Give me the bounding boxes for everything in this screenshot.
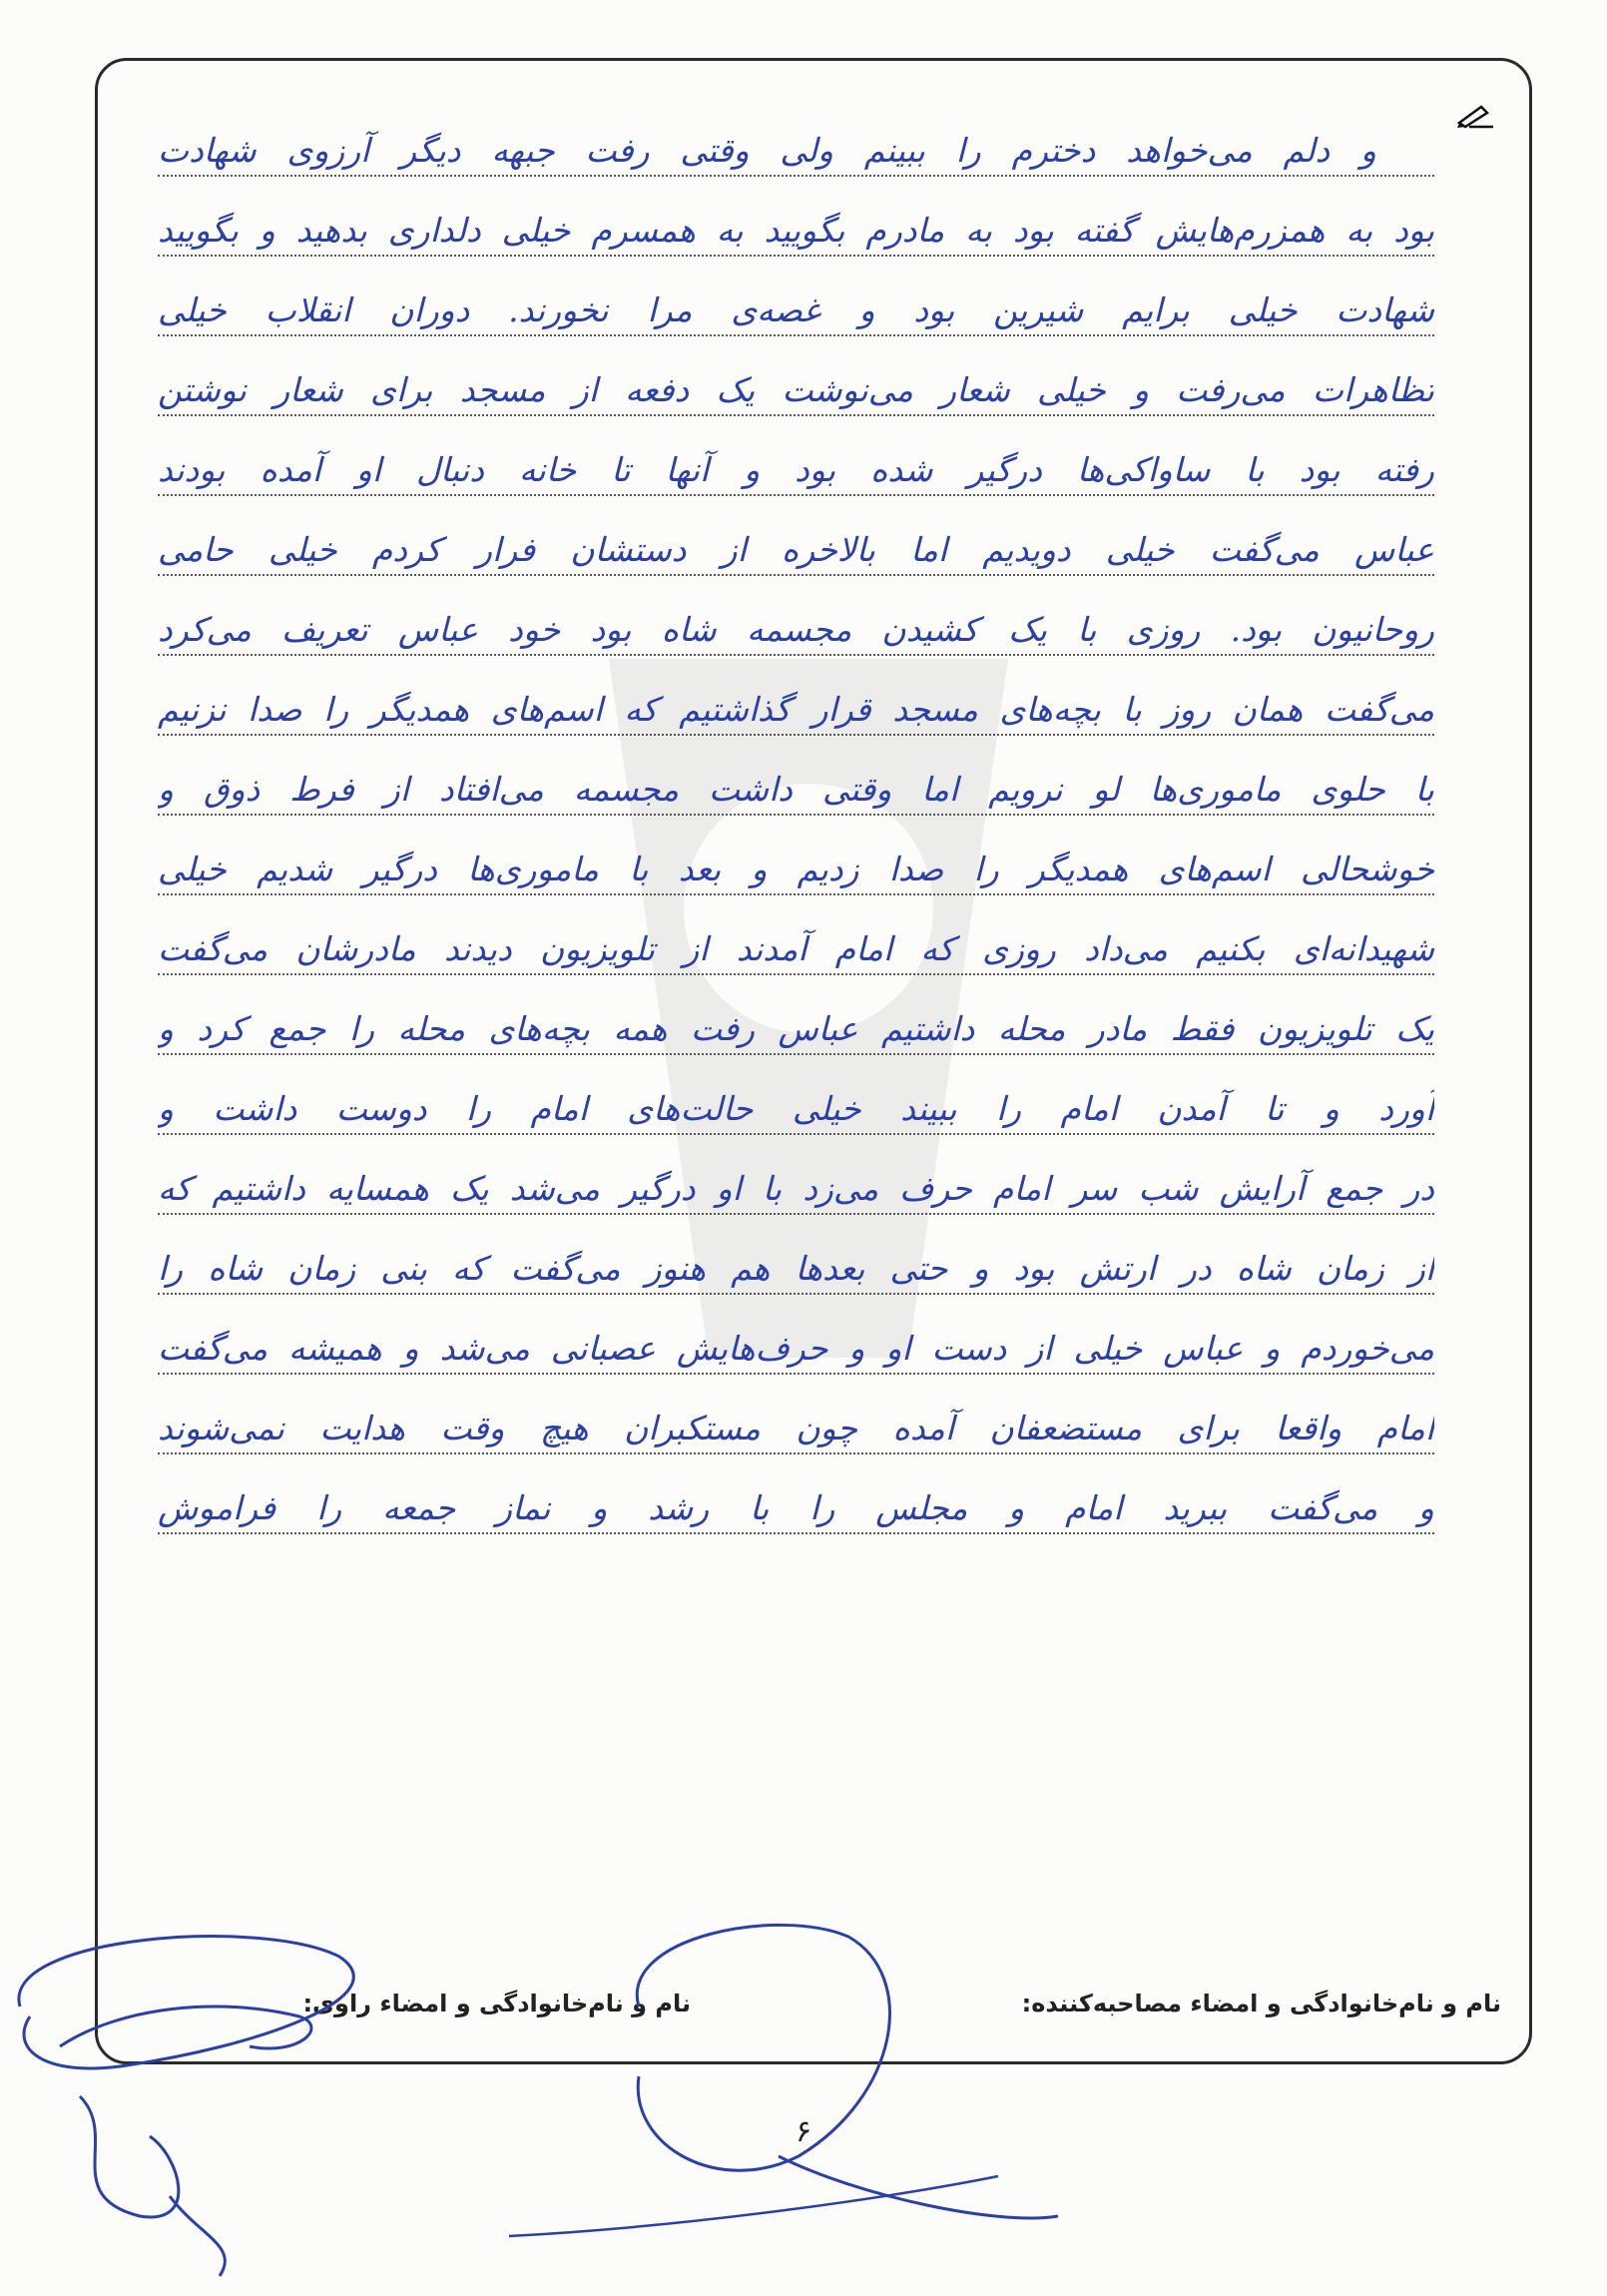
ruled-line bbox=[158, 257, 1434, 336]
handwritten-text: بود به همزرم‌هایش گفته بود به مادرم بگویید به همسرم خیلی دلداری بدهید و بگویید bbox=[158, 211, 1434, 251]
handwritten-text: از زمان شاه در ارتش بود و حتی بعدها هم هنوز می‌گفت که بنی زمان شاه را bbox=[158, 1249, 1434, 1289]
ruled-line bbox=[158, 416, 1434, 496]
pen-writing-icon bbox=[1455, 101, 1495, 129]
narrator-signature-label: نام و نام‌خانوادگی و امضاء راوی: bbox=[302, 1990, 691, 2017]
handwritten-lines bbox=[158, 97, 1434, 1534]
ruled-line bbox=[158, 1295, 1434, 1375]
page-frame bbox=[95, 58, 1532, 2064]
ruled-line bbox=[158, 1454, 1434, 1534]
handwritten-text: شهادت خیلی برایم شیرین بود و غصه‌ی مرا نخورند. دوران انقلاب خیلی bbox=[158, 290, 1434, 330]
handwritten-text: خوشحالی اسم‌های همدیگر را صدا زدیم و بعد با ماموری‌ها درگیر شدیم خیلی bbox=[158, 850, 1434, 889]
handwritten-text: عباس می‌گفت خیلی دویدیم اما بالاخره از دستشان فرار کردم خیلی حامی bbox=[158, 530, 1434, 570]
handwritten-text: رفته بود با ساواکی‌ها درگیر شده بود و آنها تا خانه دنبال او آمده بودند bbox=[158, 450, 1434, 490]
ruled-line bbox=[158, 177, 1434, 257]
handwritten-text: در جمع آرایش شب سر امام حرف می‌زد با او درگیر می‌شد یک همسایه داشتیم که bbox=[158, 1169, 1434, 1209]
ruled-line bbox=[158, 576, 1434, 656]
handwritten-text: روحانیون بود. روزی با یک کشیدن مجسمه شاه بود خود عباس تعریف می‌کرد bbox=[158, 610, 1434, 650]
interviewer-signature-label: نام و نام‌خانوادگی و امضاء مصاحبه‌کننده: bbox=[1021, 1990, 1501, 2017]
ruled-line bbox=[158, 1215, 1434, 1295]
handwritten-text: امام واقعا برای مستضعفان آمده چون مستکبران هیچ وقت هدایت نمی‌شوند bbox=[158, 1409, 1434, 1448]
page-number: ۶ bbox=[795, 2114, 812, 2149]
ruled-line bbox=[158, 895, 1434, 975]
ruled-line bbox=[158, 336, 1434, 416]
handwritten-text: تظاهرات می‌رفت و خیلی شعار می‌نوشت یک دفعه از مسجد برای شعار نوشتن bbox=[158, 370, 1434, 410]
ruled-line bbox=[158, 816, 1434, 895]
ruled-line bbox=[158, 1055, 1434, 1135]
handwritten-text: شهیدانه‌ای بکنیم می‌داد روزی که امام آمدند از تلویزیون دیدند مادرشان می‌گفت bbox=[158, 929, 1434, 969]
handwritten-text: آورد و تا آمدن امام را ببیند خیلی حالت‌های امام را دوست داشت و bbox=[158, 1089, 1434, 1129]
ruled-line bbox=[158, 656, 1434, 736]
ruled-line bbox=[158, 97, 1434, 177]
ruled-line bbox=[158, 496, 1434, 576]
ruled-line bbox=[158, 975, 1434, 1055]
ruled-line bbox=[158, 1135, 1434, 1215]
handwritten-text: یک تلویزیون فقط مادر محله داشتیم عباس رفت همه بچه‌های محله را جمع کرد و bbox=[158, 1009, 1434, 1049]
ruled-line bbox=[158, 736, 1434, 816]
handwritten-text: و دلم می‌خواهد دختر‌م را ببینم ولی وقتی رفت جبهه دیگر آرزوی شهادت bbox=[158, 131, 1376, 171]
handwritten-text: می‌خوردم و عباس خیلی از دست او و حرف‌هایش عصبانی می‌شد و همیشه می‌گفت bbox=[158, 1329, 1434, 1369]
ruled-line bbox=[158, 1375, 1434, 1454]
handwritten-text: با حلوی ماموری‌ها لو نرویم اما وقتی داشت مجسمه می‌افتاد از فرط ذوق و bbox=[158, 770, 1434, 810]
handwritten-text: می‌گفت همان روز با بچه‌های مسجد قرار گذاشتیم که اسم‌های همدیگر را صدا نزنیم bbox=[158, 690, 1434, 730]
handwritten-text: و می‌گفت ببرید امام و مجلس را با رشد و نماز جمعه را فراموش bbox=[158, 1488, 1434, 1528]
signature-footer bbox=[98, 1974, 1529, 2033]
